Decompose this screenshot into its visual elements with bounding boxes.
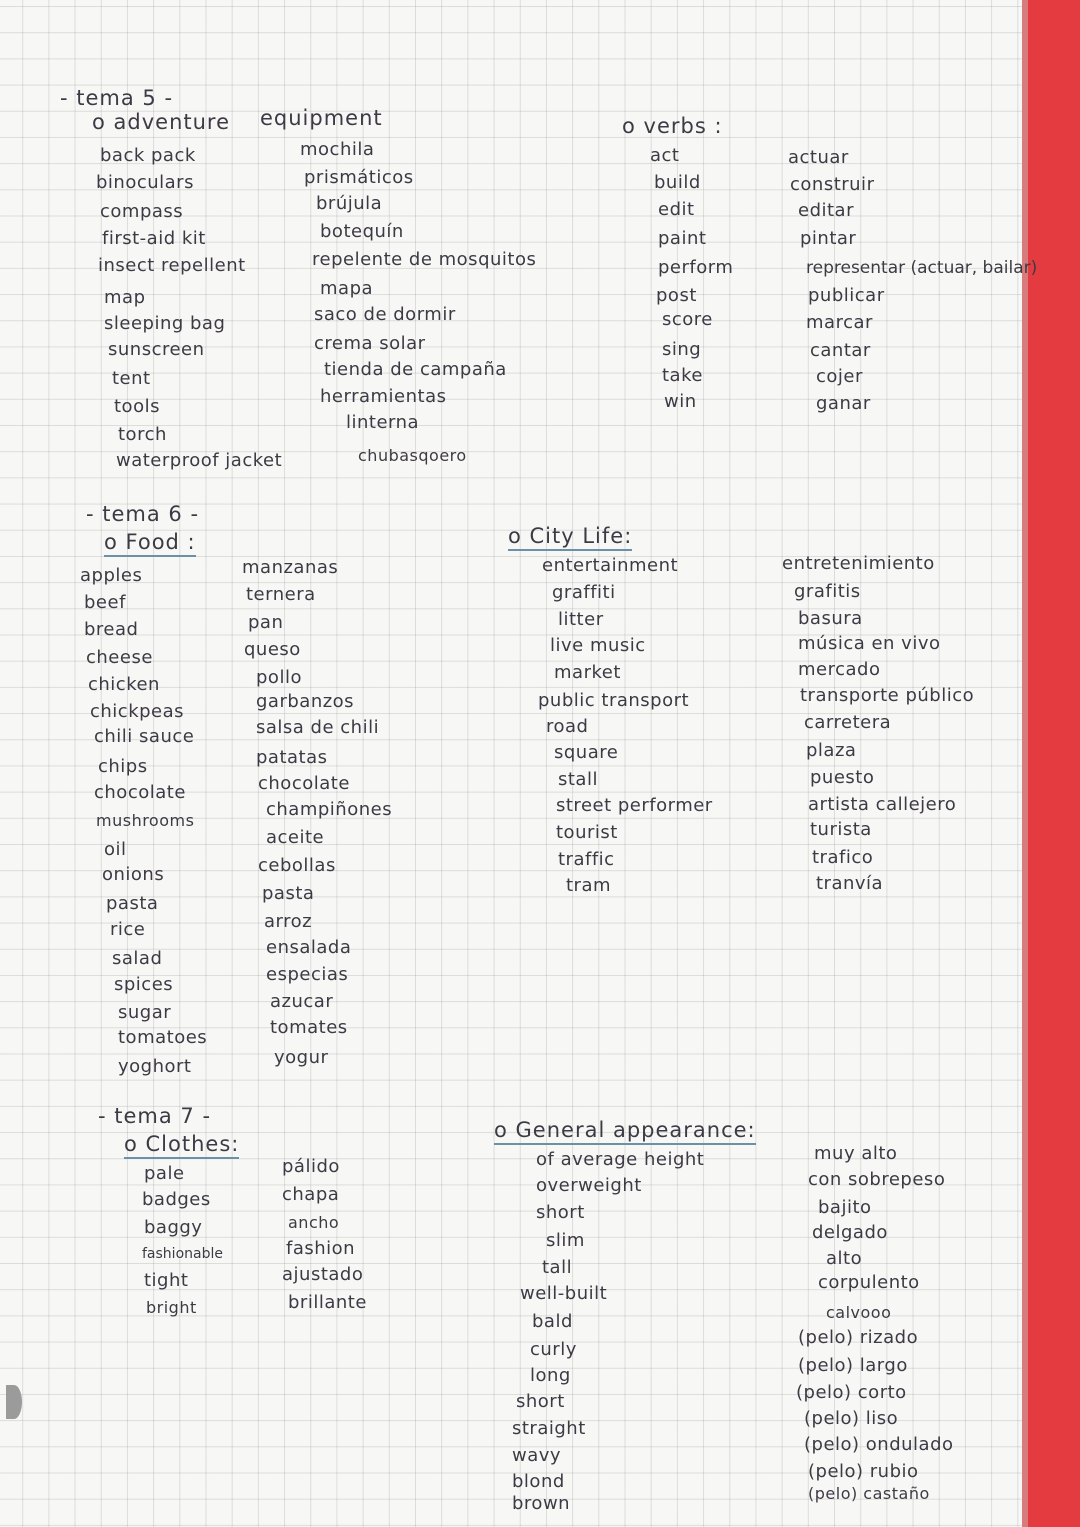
food-es: pollo bbox=[256, 667, 302, 688]
appearance-en: straight bbox=[512, 1418, 586, 1439]
appearance-es: (pelo) ondulado bbox=[804, 1434, 954, 1455]
appearance-es: alto bbox=[826, 1248, 863, 1269]
city-es: artista callejero bbox=[808, 794, 957, 815]
city-en: square bbox=[554, 742, 619, 763]
food-es: especias bbox=[266, 964, 349, 985]
vocab-en: compass bbox=[100, 201, 184, 222]
verb-es: actuar bbox=[788, 147, 849, 168]
appearance-es: (pelo) corto bbox=[796, 1382, 907, 1403]
tema5-title: - tema 5 - bbox=[60, 86, 174, 110]
appearance-es: delgado bbox=[812, 1222, 888, 1243]
city-es: tranvía bbox=[816, 873, 884, 894]
vocab-es: saco de dormir bbox=[314, 304, 456, 325]
vocab-es: mapa bbox=[320, 278, 374, 299]
food-es: cebollas bbox=[258, 855, 336, 876]
appearance-es: (pelo) castaño bbox=[808, 1484, 930, 1503]
appearance-es: (pelo) rubio bbox=[808, 1461, 919, 1482]
verb-es: ganar bbox=[816, 393, 871, 414]
verb-es: publicar bbox=[808, 285, 885, 306]
city-es: entretenimiento bbox=[782, 553, 935, 574]
verb-es: marcar bbox=[806, 312, 873, 333]
appearance-es: calvooo bbox=[826, 1303, 892, 1322]
verb-en: sing bbox=[662, 339, 702, 360]
city-heading-text: o City Life: bbox=[508, 524, 632, 551]
appearance-en: well-built bbox=[520, 1283, 608, 1304]
verb-en: paint bbox=[658, 228, 707, 249]
food-es: manzanas bbox=[242, 557, 339, 578]
verb-es: editar bbox=[798, 200, 854, 221]
appearance-en: short bbox=[536, 1202, 585, 1223]
appearance-en: brown bbox=[512, 1493, 571, 1514]
appearance-en: blond bbox=[512, 1471, 565, 1492]
food-es: ternera bbox=[246, 584, 316, 605]
appearance-en: long bbox=[530, 1365, 571, 1386]
clothes-en: fashionable bbox=[142, 1246, 223, 1262]
verb-en: win bbox=[664, 391, 697, 412]
city-en: street performer bbox=[556, 795, 713, 816]
food-en: yoghort bbox=[118, 1056, 192, 1077]
city-en: market bbox=[554, 662, 621, 683]
food-es: azucar bbox=[270, 991, 334, 1012]
appearance-heading-text: o General appearance: bbox=[494, 1118, 756, 1145]
vocab-es: chubasqoero bbox=[358, 446, 467, 465]
verb-en: act bbox=[650, 145, 680, 166]
food-en: spices bbox=[114, 974, 174, 995]
vocab-en: sleeping bag bbox=[104, 313, 226, 334]
city-en: road bbox=[546, 716, 589, 737]
equipment-heading: equipment bbox=[260, 106, 383, 130]
verb-en: post bbox=[656, 285, 697, 306]
city-en: litter bbox=[558, 609, 604, 630]
food-heading bbox=[104, 532, 196, 552]
appearance-en: short bbox=[516, 1391, 565, 1412]
tema6-title: - tema 6 - bbox=[86, 502, 200, 526]
tema7-title: - tema 7 - bbox=[98, 1104, 212, 1128]
verbs-heading: o verbs : bbox=[622, 114, 723, 138]
appearance-en: tall bbox=[542, 1257, 573, 1278]
clothes-es: fashion bbox=[286, 1238, 356, 1259]
city-es: música en vivo bbox=[798, 633, 941, 654]
city-es: grafitis bbox=[794, 581, 861, 602]
appearance-heading bbox=[494, 1120, 756, 1140]
appearance-es: con sobrepeso bbox=[808, 1169, 946, 1190]
city-en: live music bbox=[550, 635, 646, 656]
clothes-en: badges bbox=[142, 1189, 211, 1210]
food-en: onions bbox=[102, 864, 165, 885]
clothes-es: ancho bbox=[288, 1213, 340, 1232]
food-es: chocolate bbox=[258, 773, 350, 794]
appearance-es: (pelo) liso bbox=[804, 1408, 899, 1429]
verb-es: construir bbox=[790, 174, 875, 195]
appearance-en: wavy bbox=[512, 1445, 562, 1466]
clothes-es: brillante bbox=[288, 1292, 367, 1313]
food-es: pasta bbox=[262, 883, 315, 904]
vocab-en: sunscreen bbox=[108, 339, 205, 360]
food-en: bread bbox=[84, 619, 139, 640]
clothes-es: chapa bbox=[282, 1184, 340, 1205]
red-margin-band bbox=[1022, 0, 1080, 1527]
clothes-es: pálido bbox=[282, 1156, 340, 1177]
verb-es: representar (actuar, bailar) bbox=[806, 258, 1038, 278]
verb-en: score bbox=[662, 309, 713, 330]
clothes-en: bright bbox=[146, 1298, 197, 1317]
appearance-es: corpulento bbox=[818, 1272, 920, 1293]
clothes-en: pale bbox=[144, 1163, 185, 1184]
vocab-en: torch bbox=[118, 424, 167, 445]
vocab-en: insect repellent bbox=[98, 255, 246, 276]
city-es: trafico bbox=[812, 847, 874, 868]
city-es: turista bbox=[810, 819, 872, 840]
appearance-en: slim bbox=[546, 1230, 585, 1251]
food-en: chocolate bbox=[94, 782, 186, 803]
food-es: champiñones bbox=[266, 799, 393, 820]
appearance-es: (pelo) largo bbox=[798, 1355, 908, 1376]
food-en: salad bbox=[112, 948, 163, 969]
vocab-es: botequín bbox=[320, 221, 404, 242]
verb-en: build bbox=[654, 172, 701, 193]
city-en: tram bbox=[566, 875, 612, 896]
vocab-es: prismáticos bbox=[304, 167, 414, 188]
food-es: aceite bbox=[266, 827, 325, 848]
appearance-es: muy alto bbox=[814, 1143, 898, 1164]
vocab-es: herramientas bbox=[320, 386, 447, 407]
food-es: queso bbox=[244, 639, 301, 660]
food-en: sugar bbox=[118, 1002, 172, 1023]
vocab-en: binoculars bbox=[96, 172, 194, 193]
city-es: mercado bbox=[798, 659, 881, 680]
city-es: puesto bbox=[810, 767, 875, 788]
city-es: basura bbox=[798, 608, 863, 629]
food-en: tomatoes bbox=[118, 1027, 208, 1048]
clothes-heading-text: o Clothes: bbox=[124, 1132, 239, 1159]
appearance-es: (pelo) rizado bbox=[798, 1327, 919, 1348]
city-en: tourist bbox=[556, 822, 618, 843]
city-en: entertainment bbox=[542, 555, 679, 576]
food-en: beef bbox=[84, 592, 126, 613]
vocab-es: brújula bbox=[316, 193, 383, 214]
vocab-en: map bbox=[104, 287, 146, 308]
clothes-heading bbox=[124, 1134, 239, 1154]
food-en: chili sauce bbox=[94, 726, 195, 747]
vocab-en: tools bbox=[114, 396, 160, 417]
food-en: oil bbox=[104, 839, 127, 860]
clothes-en: baggy bbox=[144, 1217, 203, 1238]
verb-en: take bbox=[662, 365, 703, 386]
appearance-en: of average height bbox=[536, 1149, 705, 1170]
food-en: chips bbox=[98, 756, 148, 777]
city-es: carretera bbox=[804, 712, 892, 733]
city-en: graffiti bbox=[552, 582, 616, 603]
food-en: chickpeas bbox=[90, 701, 185, 722]
city-es: plaza bbox=[806, 740, 857, 761]
food-es: patatas bbox=[256, 747, 328, 768]
food-en: chicken bbox=[88, 674, 160, 695]
vocab-en: back pack bbox=[100, 145, 196, 166]
food-es: garbanzos bbox=[256, 691, 355, 712]
city-en: traffic bbox=[558, 849, 615, 870]
city-heading bbox=[508, 526, 632, 546]
verb-es: cojer bbox=[816, 366, 863, 387]
clothes-es: ajustado bbox=[282, 1264, 364, 1285]
vocab-es: linterna bbox=[346, 412, 420, 433]
vocab-en: first-aid kit bbox=[102, 228, 206, 249]
food-es: tomates bbox=[270, 1017, 348, 1038]
vocab-es: repelente de mosquitos bbox=[312, 249, 537, 270]
vocab-es: tienda de campaña bbox=[324, 359, 507, 380]
food-en: cheese bbox=[86, 647, 153, 668]
binder-hole-icon bbox=[6, 1385, 22, 1419]
food-es: yogur bbox=[274, 1047, 329, 1068]
appearance-es: bajito bbox=[818, 1197, 872, 1218]
appearance-en: curly bbox=[530, 1339, 577, 1360]
food-heading-text: o Food : bbox=[104, 530, 196, 557]
food-en: pasta bbox=[106, 893, 159, 914]
food-en: apples bbox=[80, 565, 143, 586]
vocab-en: waterproof jacket bbox=[116, 450, 283, 471]
food-en: rice bbox=[110, 919, 146, 940]
verb-en: perform bbox=[658, 257, 734, 278]
appearance-en: bald bbox=[532, 1311, 573, 1332]
verb-es: pintar bbox=[800, 228, 857, 249]
vocab-en: tent bbox=[112, 368, 151, 389]
food-en: mushrooms bbox=[96, 811, 195, 830]
verb-es: cantar bbox=[810, 340, 871, 361]
verb-en: edit bbox=[658, 199, 695, 220]
food-es: pan bbox=[248, 612, 284, 633]
appearance-en: overweight bbox=[536, 1175, 642, 1196]
city-en: stall bbox=[558, 769, 598, 790]
food-es: salsa de chili bbox=[256, 717, 380, 738]
food-es: ensalada bbox=[266, 937, 352, 958]
vocab-es: mochila bbox=[300, 139, 375, 160]
city-es: transporte público bbox=[800, 685, 975, 706]
vocab-es: crema solar bbox=[314, 333, 426, 354]
food-es: arroz bbox=[264, 911, 313, 932]
adventure-heading: o adventure bbox=[92, 110, 231, 134]
clothes-en: tight bbox=[144, 1270, 189, 1291]
city-en: public transport bbox=[538, 690, 690, 711]
